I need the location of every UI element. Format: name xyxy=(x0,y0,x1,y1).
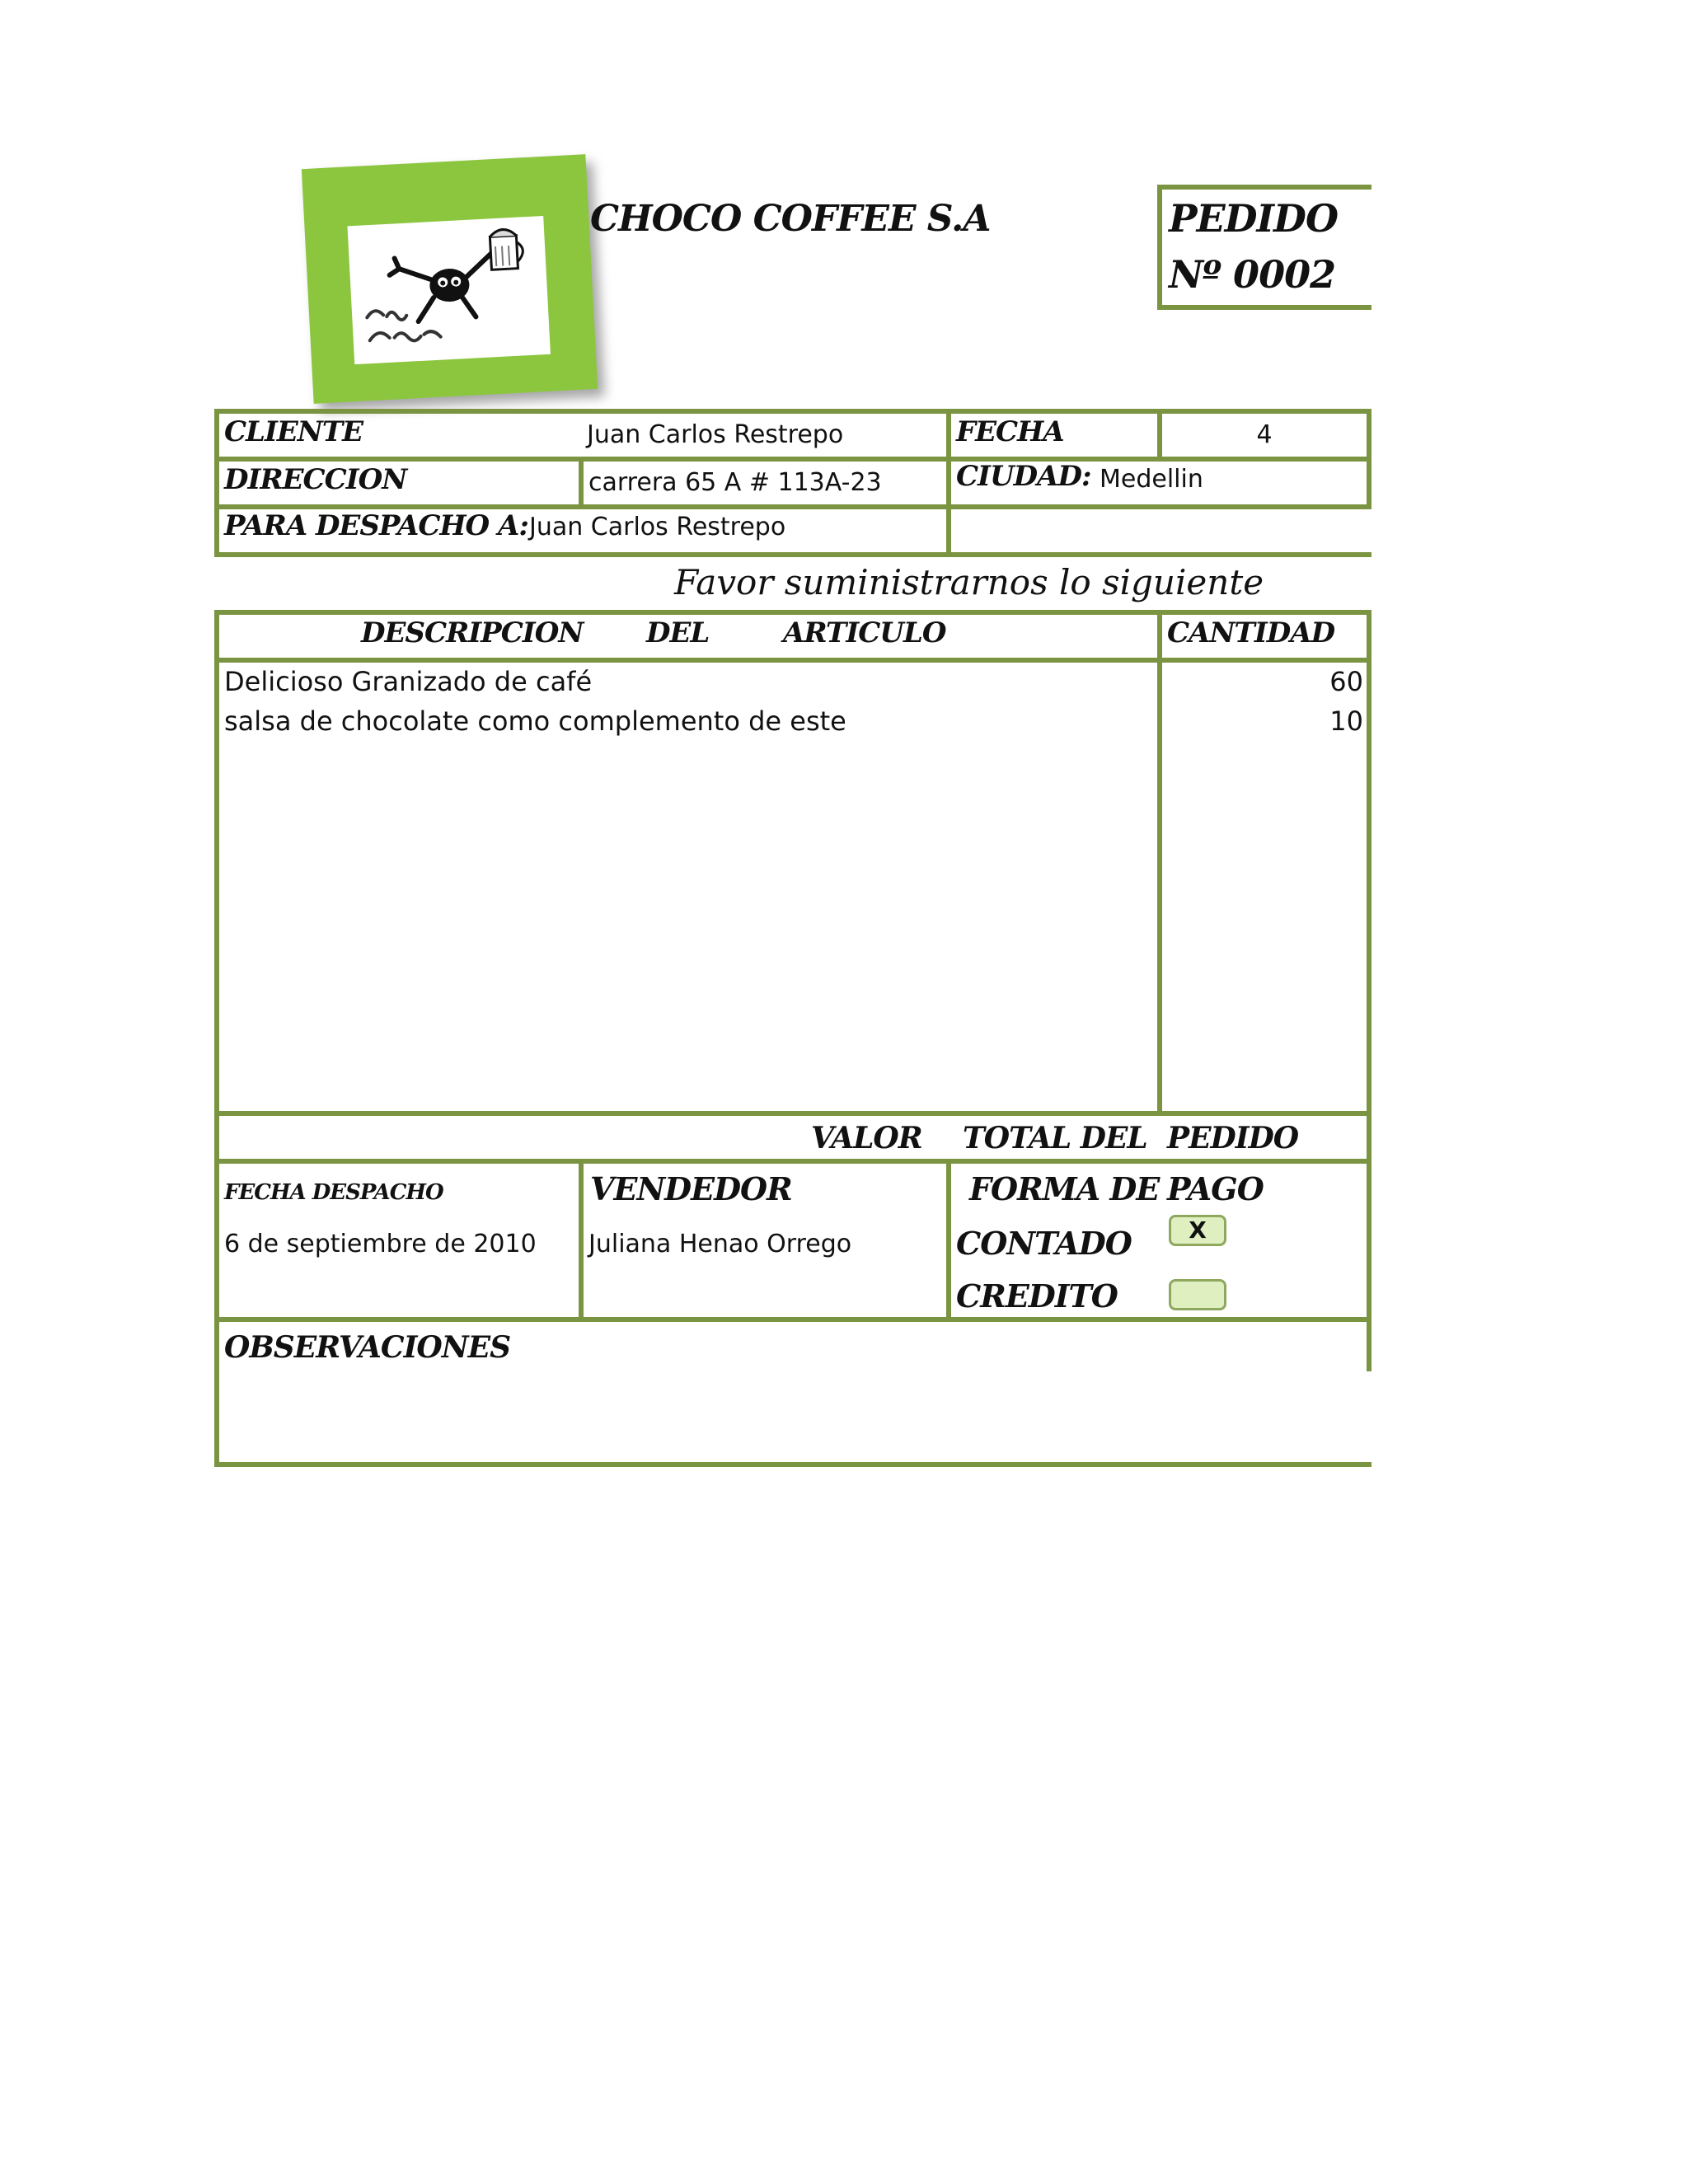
item-quantity: 60 xyxy=(1329,666,1363,697)
cash-checkbox[interactable]: X xyxy=(1169,1215,1226,1246)
credit-checkbox[interactable] xyxy=(1169,1279,1226,1310)
observations-label: OBSERVACIONES xyxy=(224,1330,511,1365)
item-description: Delicioso Granizado de café xyxy=(224,666,593,697)
items-border-left xyxy=(214,610,219,1116)
order-box-border-left xyxy=(1157,185,1162,310)
item-quantity: 10 xyxy=(1329,705,1363,737)
footer-line xyxy=(214,1317,1372,1322)
dispatch-date-label: FECHA DESPACHO xyxy=(224,1180,443,1205)
seller-label: VENDEDOR xyxy=(590,1170,792,1207)
items-border-right xyxy=(1367,610,1372,1116)
header-border-left xyxy=(214,409,219,557)
seller-value: Juliana Henao Orrego xyxy=(588,1230,852,1258)
total-border-right xyxy=(1367,1111,1372,1164)
item-description: salsa de chocolate como complemento de este xyxy=(224,705,846,737)
footer-border-right xyxy=(1367,1159,1372,1371)
observations-border-bottom xyxy=(214,1462,1372,1467)
items-header-description: DESCRIPCION xyxy=(361,616,584,649)
cash-label: CONTADO xyxy=(956,1225,1132,1262)
footer-divider-seller xyxy=(579,1159,584,1322)
order-number: Nº 0002 xyxy=(1169,252,1336,297)
items-header-article: ARTICULO xyxy=(783,616,946,649)
header-border-bottom xyxy=(214,552,1372,557)
total-border-left xyxy=(214,1111,219,1164)
credit-label: CREDITO xyxy=(956,1277,1118,1315)
date-value: 4 xyxy=(1256,420,1273,449)
footer-border-left xyxy=(214,1159,219,1467)
company-name: CHOCO COFFEE S.A xyxy=(590,198,991,240)
dispatch-to-value: Juan Carlos Restrepo xyxy=(529,513,786,541)
items-border-bottom xyxy=(214,1111,1372,1116)
items-border-top xyxy=(214,610,1372,615)
order-title: PEDIDO xyxy=(1169,196,1339,241)
total-border-bottom xyxy=(214,1159,1372,1164)
header-divider-address xyxy=(579,457,584,509)
city-value: Medellin xyxy=(1100,465,1203,494)
city-label: CIUDAD: xyxy=(956,460,1091,493)
address-label: DIRECCION xyxy=(224,463,407,496)
dispatch-date-value: 6 de septiembre de 2010 xyxy=(224,1230,537,1258)
order-box-border-bottom xyxy=(1157,305,1372,310)
header-divider-mid xyxy=(946,409,951,557)
date-label: FECHA xyxy=(956,415,1064,448)
items-header-of: DEL xyxy=(646,616,710,649)
total-label-order: PEDIDO xyxy=(1167,1121,1299,1155)
client-label: CLIENTE xyxy=(224,415,363,448)
client-value: Juan Carlos Restrepo xyxy=(587,420,844,449)
items-header-quantity: CANTIDAD xyxy=(1167,616,1335,649)
choco-coffee-logo-icon xyxy=(347,216,550,364)
total-label-value: VALOR xyxy=(811,1121,922,1155)
dispatch-to-label: PARA DESPACHO A: xyxy=(224,509,528,542)
total-label-total: TOTAL DEL xyxy=(963,1121,1147,1155)
header-border-right xyxy=(1367,409,1372,509)
payment-label-pay: PAGO xyxy=(1167,1170,1264,1207)
request-text: Favor suministrarnos lo siguiente xyxy=(674,562,1264,602)
order-box-border-top xyxy=(1157,185,1372,190)
company-logo xyxy=(302,154,598,404)
items-header-line xyxy=(214,658,1372,663)
address-value: carrera 65 A # 113A-23 xyxy=(588,468,882,497)
header-border-top xyxy=(214,409,1372,414)
header-line-1 xyxy=(214,457,1372,462)
footer-divider-payment xyxy=(946,1159,951,1322)
payment-label-form: FORMA DE xyxy=(969,1170,1160,1207)
